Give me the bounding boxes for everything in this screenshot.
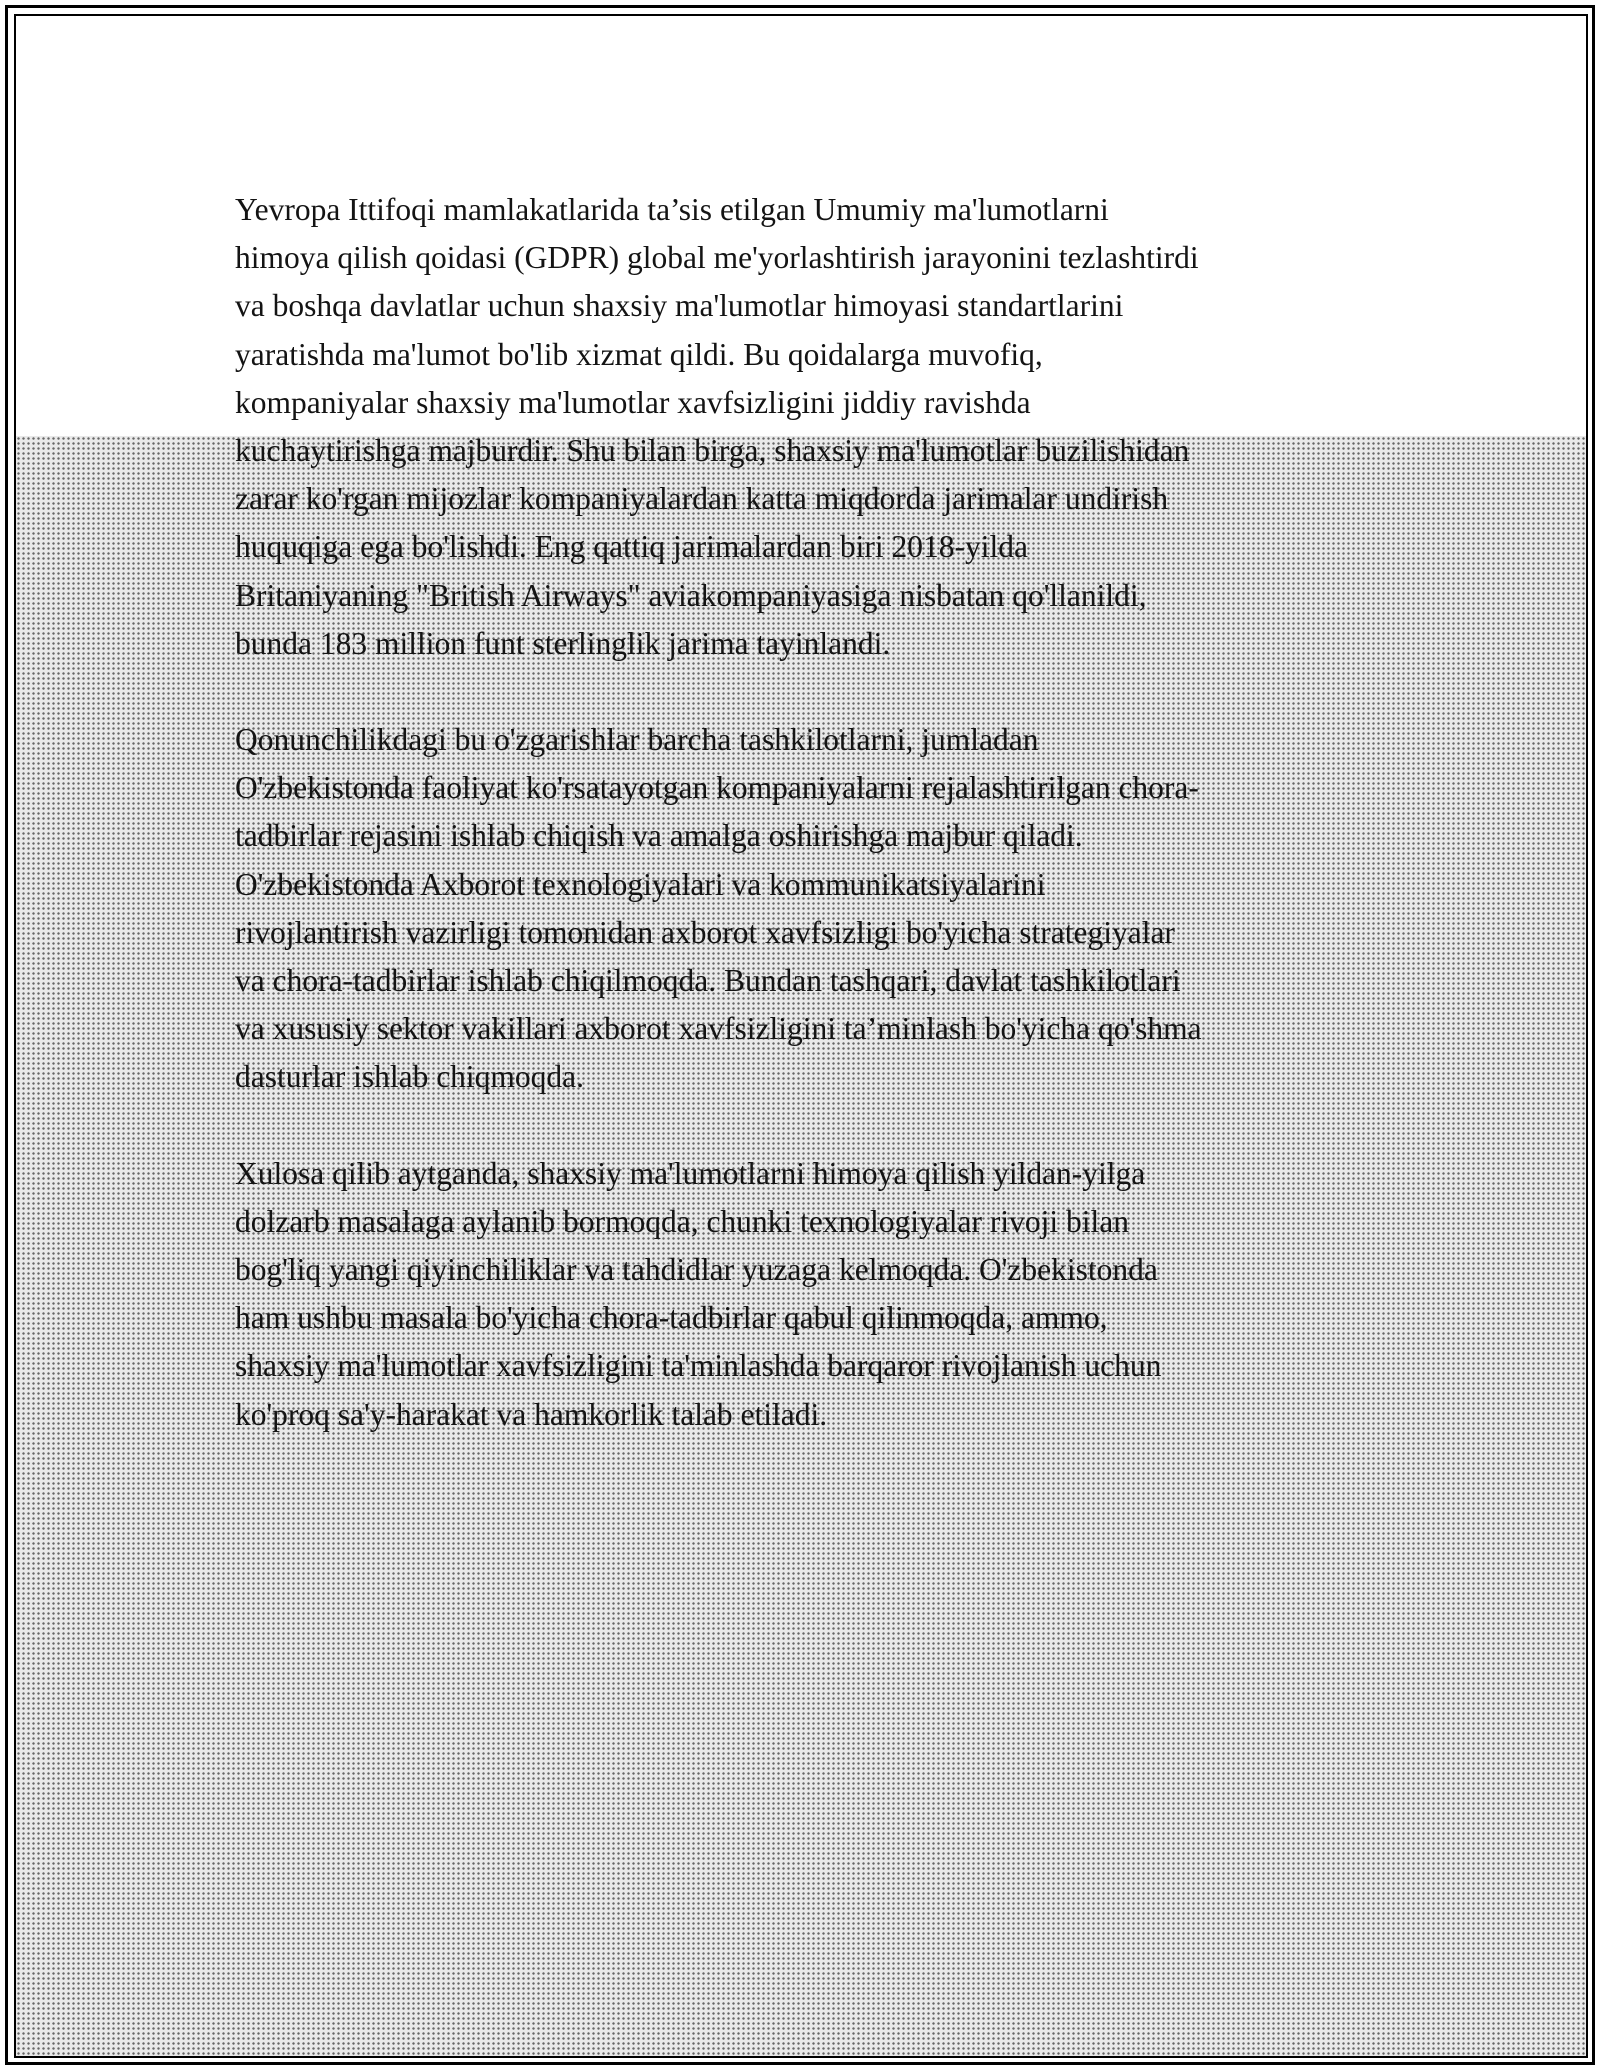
text-line: ham ushbu masala bo'yicha chora-tadbirlar qabul qilinmoqda, ammo, [235,1300,1108,1336]
text-line: bunda 183 million funt sterlinglik jarima tayinlandi. [235,625,891,661]
text-line: dolzarb masalaga aylanib bormoqda, chunki texnologiyalar rivoji bilan [235,1203,1129,1239]
text-line: ko'proq sa'y-harakat va hamkorlik talab etiladi. [235,1396,828,1432]
paragraph-conclusion [235,1150,1385,1439]
text-line: shaxsiy ma'lumotlar xavfsizligini ta'minlashda barqaror rivojlanish uchun [235,1348,1162,1384]
paragraph-gdpr [235,186,1385,668]
text-line: va boshqa davlatlar uchun shaxsiy ma'lumotlar himoyasi standartlarini [235,288,1124,324]
text-line: kompaniyalar shaxsiy ma'lumotlar xavfsizligini jiddiy ravishda [235,384,1031,420]
text-line: Xulosa qilib aytganda, shaxsiy ma'lumotlarni himoya qilish yildan-yilga [235,1155,1146,1191]
text-line: bog'liq yangi qiyinchiliklar va tahdidlar yuzaga kelmoqda. O'zbekistonda [235,1252,1158,1288]
text-line: himoya qilish qoidasi (GDPR) global me'yorlashtirish jarayonini tezlashtirdi [235,240,1199,276]
text-line: kuchaytirishga majburdir. Shu bilan birga, shaxsiy ma'lumotlar buzilishidan [235,433,1190,469]
text-line: O'zbekistonda Axborot texnologiyalari va kommunikatsiyalarini [235,866,1046,902]
text-line: dasturlar ishlab chiqmoqda. [235,1059,585,1095]
text-line: O'zbekistonda faoliyat ko'rsatayotgan kompaniyalarni rejalashtirilgan chora- [235,770,1199,806]
text-line: va xususiy sektor vakillari axborot xavfsizligini ta’minlash bo'yicha qo'shma [235,1011,1202,1047]
text-line: Yevropa Ittifoqi mamlakatlarida ta’sis etilgan Umumiy ma'lumotlarni [235,192,1109,227]
paragraph-uzbekistan-legislation [235,716,1385,1102]
text-line: Britaniyaning "British Airways" aviakompaniyasiga nisbatan qo'llanildi, [235,577,1147,613]
text-line: zarar ko'rgan mijozlar kompaniyalardan katta miqdorda jarimalar undirish [235,481,1169,517]
text-line: va chora-tadbirlar ishlab chiqilmoqda. Bundan tashqari, davlat tashkilotlari [235,963,1181,999]
document-body [235,186,1385,1487]
text-line: yaratishda ma'lumot bo'lib xizmat qildi. Bu qoidalarga muvofiq, [235,336,1043,372]
text-line: huquqiga ega bo'lishdi. Eng qattiq jarimalardan biri 2018-yilda [235,529,1028,565]
text-line: Qonunchilikdagi bu o'zgarishlar barcha tashkilotlarni, jumladan [235,722,1039,758]
text-line: tadbirlar rejasini ishlab chiqish va amalga oshirishga majbur qiladi. [235,818,1083,854]
text-line: rivojlantirish vazirligi tomonidan axborot xavfsizligi bo'yicha strategiyalar [235,914,1175,950]
